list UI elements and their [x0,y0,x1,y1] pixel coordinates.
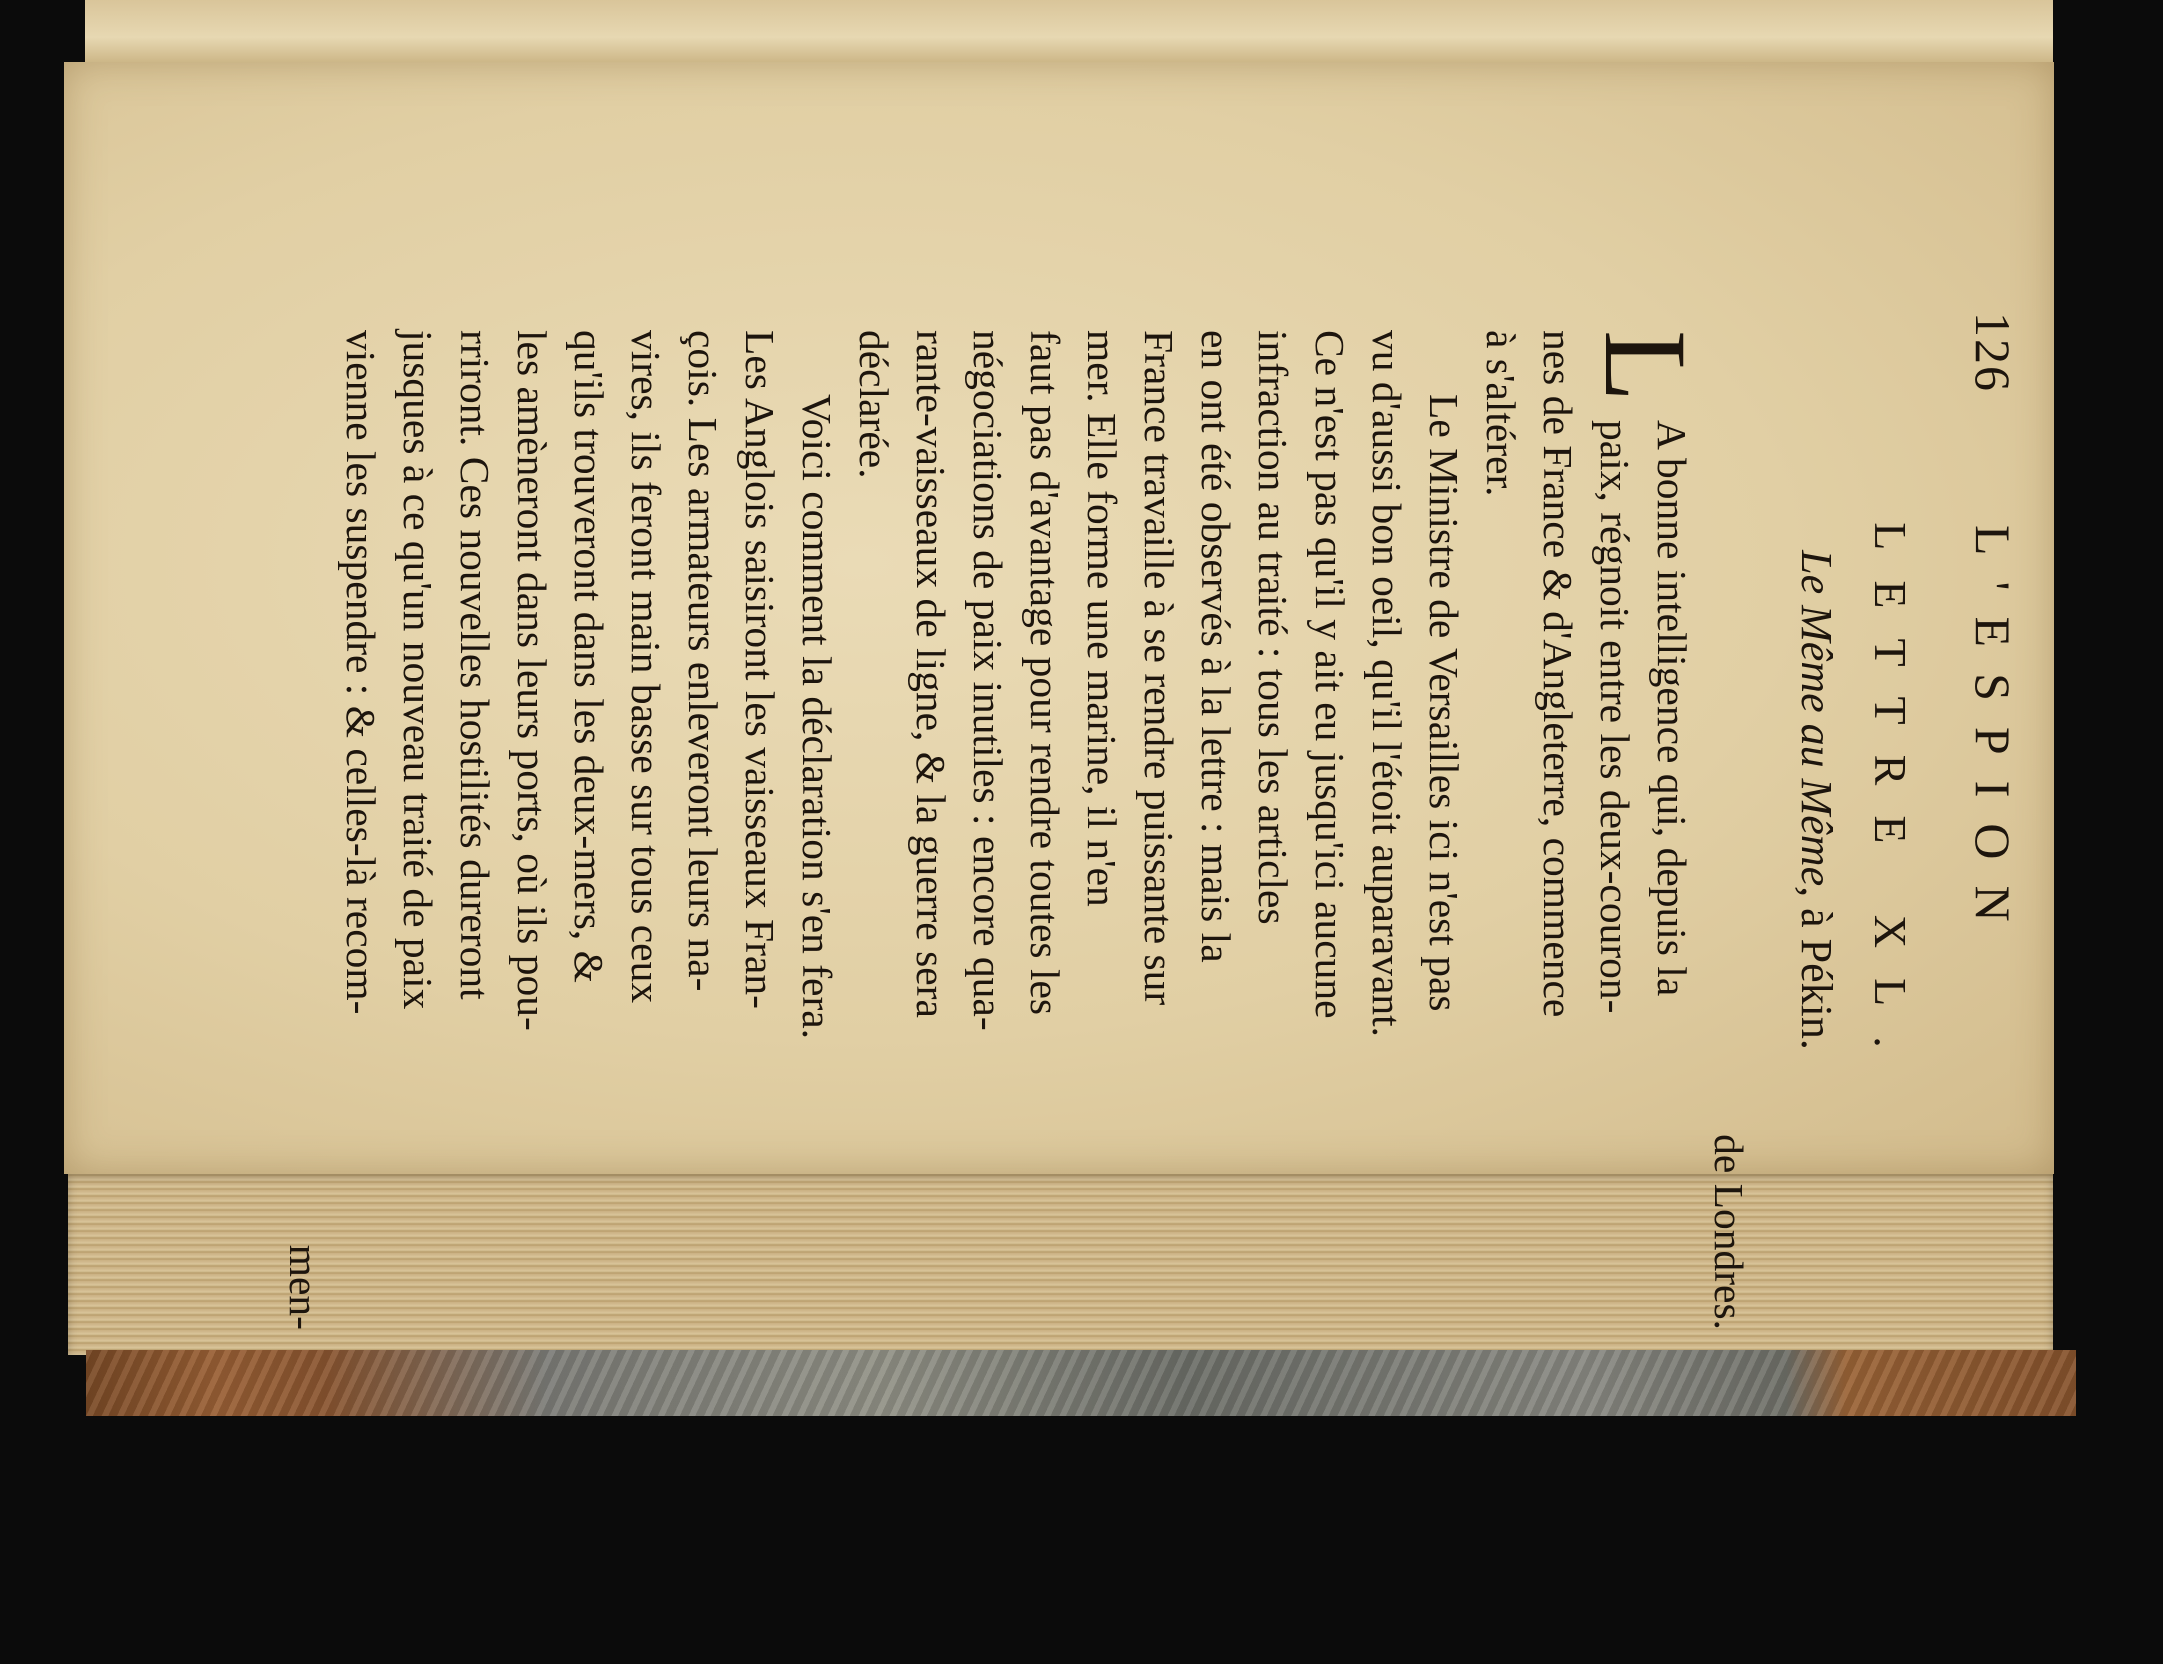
text-line: déclarée. [851,330,897,479]
text-line: Le Ministre de Versailles ici n'est pas [1421,394,1467,1012]
running-head [1962,290,2022,1340]
text-line: qu'ils trouveront dans les deux-mers, & [566,330,612,983]
letter-subtitle [1791,290,1842,1310]
book-binding [86,1350,2076,1416]
book-page [64,62,2054,1330]
text-line: vu d'aussi bon oeil, qu'il l'étoit auparavant. [1364,330,1410,1038]
text-line: à s'altérer. [1478,330,1524,497]
text-line: faut pas d'avantage pour rendre toutes les [1022,330,1068,1016]
text-line: en ont été observés à la lettre : mais la [1193,330,1239,963]
page-text-block [281,290,2022,1340]
next-page-edge [85,0,2053,64]
text-line: rante-vaisseaux de ligne, & la guerre sera [908,330,954,1018]
text-line: rriront. Ces nouvelles hostilités dureront [452,330,498,1000]
text-line: vienne les suspendre : & celles-là recom- [338,330,384,1015]
letter-subtitle-italic: Le Même au Même, [1792,550,1841,898]
text-line: Voici comment la déclaration s'en fera. [794,394,840,1040]
text-line: France travaille à se rendre puissante sur [1136,330,1182,1006]
text-line: infraction au traité : tous les articles [1250,330,1296,925]
text-line: les amèneront dans leurs ports, où ils pou- [509,330,555,1031]
catchword: men- [281,1244,327,1330]
text-line: vires, ils feront main basse sur tous ceux [623,330,669,1004]
text-line: mer. Elle forme une marine, il n'en [1079,330,1125,907]
text-line: négociations de paix inutiles : encore qua- [965,330,1011,1031]
page-title: L'ESPION [1965,525,2021,948]
text-line: Ce n'est pas qu'il y ait eu jusqu'ici aucune [1307,330,1353,1019]
drop-cap: L [1580,330,1711,403]
letter-subtitle-place: à Pékin. [1792,897,1841,1050]
text-line: A bonne intelligence qui, depuis la [1649,420,1695,997]
text-line: jusques à ce qu'un nouveau traité de paix [395,330,441,1010]
letter-body [275,330,1757,1330]
text-line: de Londres. [1706,1134,1752,1330]
text-line: çois. Les armateurs enleveront leurs na- [680,330,726,992]
text-line: Les Anglois saisiront les vaisseaux Fran- [737,330,783,1009]
letter-heading: LETTRE XL. [1865,522,1916,1078]
text-line: paix, régnoit entre les deux-couron- [1592,420,1638,1014]
page-number: 126 [1965,312,2021,393]
text-line: nes de France & d'Angleterre, commence [1535,330,1581,1018]
